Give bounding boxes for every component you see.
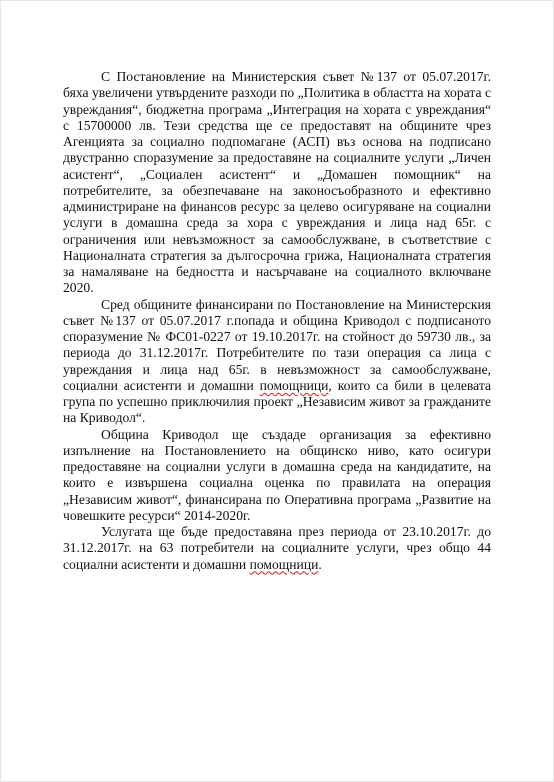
spellcheck-flagged-word[interactable]: помощници [249,556,319,572]
paragraph-4-text-b: . [318,556,322,572]
paragraph-3 [63,427,491,525]
paragraph-2-text-a: Сред общините финансирани по Постановление на Министерския съвет №137 от 05.07.2017 г.попада и община Криводол с подписаното споразумение № ФС01-0227 от 19.10.2017г. на стойност до 59730 лв., за периода до 31.12.2017г. Потребителите по тази операция са лица с увреждания и лица над 65г. в невъзможност за самообслужване, социални асистенти и домашни [63,296,491,393]
paragraph-1 [63,69,491,297]
paragraph-2 [63,297,491,427]
paragraph-4 [63,524,491,573]
paragraph-2-text-b: , които са били в целевата група по успешно приключилия проект „Независим живот за гражданите на Криводол“. [63,377,491,426]
paragraph-3-text: Община Криводол ще създаде организация за ефективно изпълнение на Постановлението на общинско ниво, като осигури предоставяне на социални услуги в домашна среда на кандидатите, на които е извършена социална оценка по правилата на операция „Независим живот“, финансирана по Оперативна програма „Развитие на човешките ресурси“ 2014-2020г. [63,426,491,523]
paragraph-1-text: С Постановление на Министерския съвет №137 от 05.07.2017г. бяха увеличени утвърдените разходи по „Политика в областта на хората с увреждания“, бюджетна програма „Интеграция на хората с увреждания“ с 15700000 лв. Тези средства ще се предоставят на общините чрез Агенцията за социално подпомагане (АСП) въз основа на подписано двустранно споразумение за предоставяне на социалните услуги „Личен асистент“, „Социален асистент“ и „Домашен помощник“ на потребителите, за обезпечаване на законосъобразното и ефективно администриране на финансов ресурс за целево осигуряване на социални услуги в домашна среда за хора с увреждания и лица над 65г. с ограничения или невъзможност за самообслужване, в съответствие с Националната стратегия за дългосрочна грижа, Националната стратегия за намаляване на бедността и насърчаване на социалното включване 2020. [63,69,491,296]
spellcheck-flagged-word[interactable]: помощници [259,377,329,393]
paragraph-4-text-a: Услугата ще бъде предоставяна през периода от 23.10.2017г. до 31.12.2017г. на 63 потребители на социалните услуги, чрез общо 44 социални асистенти и домашни [63,524,491,572]
document-body [63,69,491,573]
